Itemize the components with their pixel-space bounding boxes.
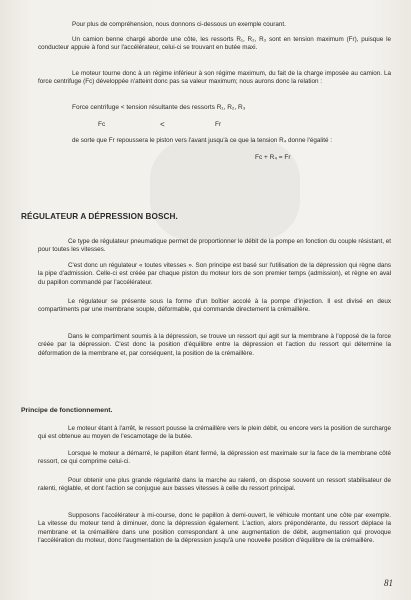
function-paragraph-2: Lorsque le moteur a démarré, le papillon étant fermé, la dépression est maximale sur la face de la membrane côté ressort, ce qui comprime celui-ci. — [38, 450, 391, 466]
paragraph-piston: de sorte que Fr repoussera le piston vers l'avant jusqu'à ce que la tension R₄ donne l'égalité : — [72, 137, 332, 144]
intro-paragraph: Pour plus de compréhension, nous donnons ci-dessous un exemple courant. — [72, 21, 286, 28]
relation-lhs: Fc — [98, 121, 106, 128]
section-paragraph-3: Le régulateur se présente sous la forme d'un boîtier accolé à la pompe d'injection. Il est divisé en deux compartiments par une membrane souple, déformable, qui commande directement la crémaillère. — [38, 298, 391, 314]
paragraph-moteur: Le moteur tourne donc à un régime inférieur à son régime maximum, du fait de la charge imposée au camion. La force centrifuge (Fc) développée n'atteint donc pas sa valeur maximum; nous aurons donc la relation : — [38, 70, 391, 86]
page-number: 81 — [384, 578, 393, 588]
function-paragraph-4: Supposons l'accélérateur à mi-course, donc le papillon à demi-ouvert, le véhicule montant une côte par exemple. La vitesse du moteur tend à diminuer, donc la dépression également. L'action, alors prépondérante, du ressort déplace la membrane et la crémaillère dans une position correspondant à une augmentation de débit, augmentation qui provoque l'accélération du moteur, donc l'augmentation de la dépression jusqu'à une nouvelle position d'équilibre de la crémaillère. — [38, 512, 391, 544]
section-paragraph-4: Dans le compartiment soumis à la dépression, se trouve un ressort qui agit sur la membrane à l'opposé de la force créée par la dépression. C'est donc la position d'équilibre entre la dépression et l'action du ressort qui détermine la déformation de la membrane et, par conséquent, la position de la crémaillère. — [38, 333, 391, 357]
section-title: RÉGULATEUR A DÉPRESSION BOSCH. — [21, 212, 178, 221]
paragraph-camion: Un camion benne chargé aborde une côte, les ressorts R₁, R₂, R₃ sont en tension maximum (Fr), puisque le conducteur appuie à fond sur l'accélérateur, celui-ci se trouvant en butée maxi. — [38, 36, 391, 52]
relation-rhs: Fr — [215, 121, 222, 128]
subsection-title: Principe de fonctionnement. — [21, 407, 113, 414]
equality-formula: Fc + R₄ = Fr — [255, 154, 291, 161]
section-paragraph-2: C'est donc un régulateur « toutes vitesses ». Son principe est basé sur l'utilisation de la dépression qui règne dans la pipe d'admission. Celle-ci est créée par chaque piston du moteur lors de son premier temps (admission), et règne en aval du papillon commandé par l'accélérateur. — [38, 262, 391, 286]
relation-line: Force centrifuge < tension résultante des ressorts R₁, R₂, R₃ — [72, 104, 246, 111]
function-paragraph-3: Pour obtenir une plus grande régularité dans la marche au ralenti, on dispose souvent un ressort stabilisateur de ralenti, réglable, et dont l'action se conjugue aux basses vitesses à celle du ressort principal. — [38, 477, 391, 493]
relation-operator: < — [160, 120, 165, 129]
section-paragraph-1: Ce type de régulateur pneumatique permet de proportionner le débit de la pompe en fonction du couple résistant, et pour toutes les vitesses. — [38, 238, 391, 254]
function-paragraph-1: Le moteur étant à l'arrêt, le ressort pousse la crémaillère vers le plein débit, ou encore vers la position de surcharge qui est obtenue au moyen de l'escamotage de la butée. — [38, 425, 391, 441]
